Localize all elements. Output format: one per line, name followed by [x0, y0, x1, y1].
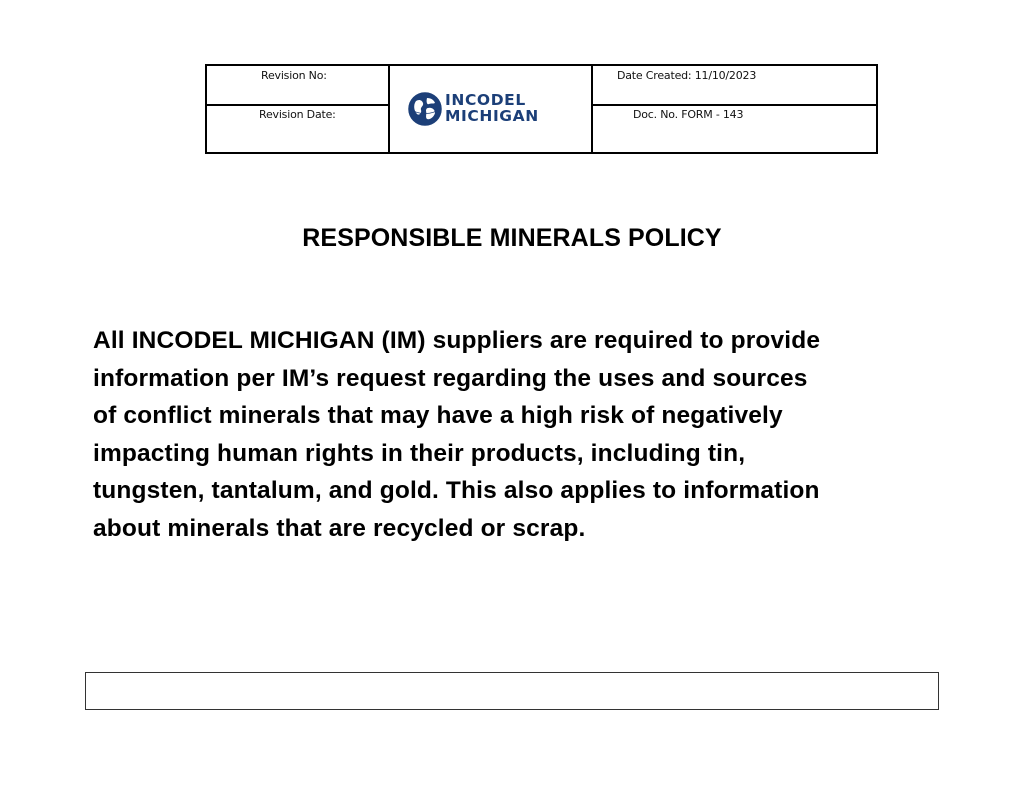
- paragraph-line: impacting human rights in their products, including tin,: [93, 439, 746, 467]
- footer-box: [85, 672, 939, 710]
- header-divider: [591, 66, 593, 152]
- header-divider: [388, 66, 390, 152]
- paragraph-line: about minerals that are recycled or scrap.: [93, 514, 586, 542]
- document-header-table: [205, 64, 878, 154]
- revision-no-label: Revision No:: [261, 69, 327, 82]
- paragraph-line: information per IM’s request regarding the uses and sources: [93, 364, 808, 392]
- logo-wordmark: [445, 92, 539, 124]
- policy-paragraph: [93, 322, 943, 547]
- paragraph-line: tungsten, tantalum, and gold. This also applies to information: [93, 477, 820, 504]
- globe-icon: [407, 91, 443, 127]
- doc-number: Doc. No. FORM - 143: [633, 108, 744, 121]
- logo-line-1: INCODEL: [445, 91, 526, 109]
- date-created: Date Created: 11/10/2023: [617, 69, 757, 82]
- paragraph-line: All INCODEL MICHIGAN (IM) suppliers are required to provide: [93, 327, 821, 354]
- header-divider: [207, 104, 388, 106]
- logo-line-2: MICHIGAN: [445, 107, 539, 125]
- company-logo: [407, 90, 567, 130]
- document-title: RESPONSIBLE MINERALS POLICY: [302, 224, 722, 252]
- paragraph-line: of conflict minerals that may have a high risk of negatively: [93, 402, 783, 429]
- header-divider: [593, 104, 878, 106]
- revision-date-label: Revision Date:: [259, 108, 336, 121]
